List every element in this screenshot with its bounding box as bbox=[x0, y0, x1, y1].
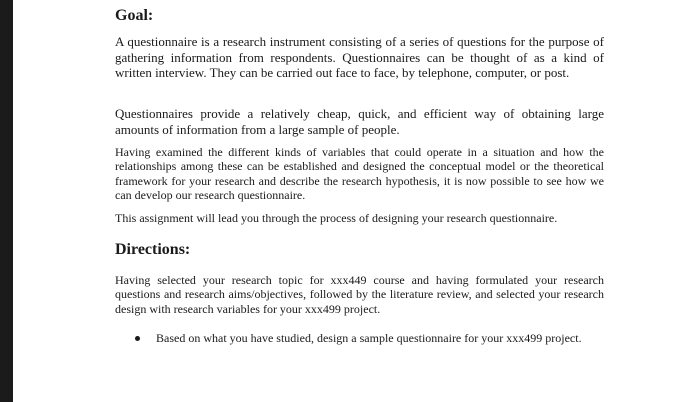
goal-paragraph-definition: A questionnaire is a research instrument consisting of a series of questions for the purpose of gathering information from respondents. Questionnaires can be thought of as a kind of written interview. They can be carried out face to face, by telephone, computer, or post. bbox=[115, 34, 604, 80]
left-edge-bar bbox=[0, 0, 13, 402]
bullet-text: Based on what you have studied, design a sample questionnaire for your xxx499 project. bbox=[156, 331, 582, 345]
directions-heading: Directions: bbox=[115, 241, 191, 258]
goal-paragraph-benefits: Questionnaires provide a relatively cheap, quick, and efficient way of obtaining large amounts of information from a large sample of people. bbox=[115, 106, 604, 137]
bullet-icon bbox=[135, 336, 140, 341]
goal-paragraph-assignment: This assignment will lead you through the process of designing your research questionnaire. bbox=[115, 211, 558, 225]
goal-heading: Goal: bbox=[115, 7, 154, 24]
goal-paragraph-variables: Having examined the different kinds of variables that could operate in a situation and how the relationships among these can be established and designed the conceptual model or the theoretical framework for your research and describe the research hypothesis, it is now possible to see how we can develop our research questionnaire. bbox=[115, 145, 604, 202]
directions-paragraph: Having selected your research topic for xxx449 course and having formulated your research questions and research aims/objectives, followed by the literature review, and selected your research design with research variables for your xxx499 project. bbox=[115, 273, 604, 316]
